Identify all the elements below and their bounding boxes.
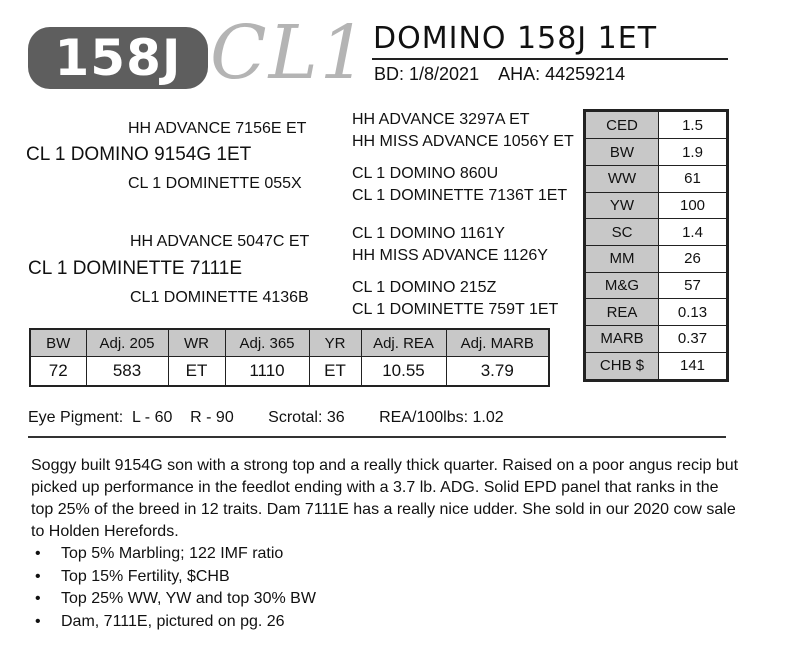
pedigree-ddd: CL 1 DOMINETTE 759T 1ET [352, 301, 559, 318]
performance-value-row [30, 357, 549, 387]
epd-label: REA [585, 299, 659, 326]
epd-label: MARB [585, 326, 659, 353]
epd-row [585, 165, 728, 192]
pedigree-dss: CL 1 DOMINO 1161Y [352, 225, 505, 242]
epd-table [583, 109, 729, 382]
epd-row [585, 192, 728, 219]
perf-header-cell: Adj. REA [361, 329, 446, 357]
highlights-list [31, 543, 316, 633]
list-item: • Top 5% Marbling; 122 IMF ratio [31, 543, 316, 566]
epd-value: 57 [659, 272, 728, 299]
epd-row [585, 219, 728, 246]
epd-value: 0.37 [659, 326, 728, 353]
perf-header-cell: Adj. 205 [86, 329, 168, 357]
section-divider [28, 436, 726, 438]
pedigree-sss: HH ADVANCE 3297A ET [352, 111, 530, 128]
performance-header-row [30, 329, 549, 357]
perf-value-cell: 10.55 [361, 357, 446, 387]
list-item: • Dam, 7111E, pictured on pg. 26 [31, 611, 316, 634]
epd-label: WW [585, 165, 659, 192]
epd-value: 61 [659, 165, 728, 192]
pedigree-dam-dam: CL1 DOMINETTE 4136B [130, 289, 309, 306]
epd-row [585, 245, 728, 272]
title-divider [372, 58, 728, 60]
brand-logo: CL1 [210, 10, 369, 96]
epd-row [585, 139, 728, 166]
perf-header-cell: Adj. MARB [446, 329, 549, 357]
perf-value-cell: 583 [86, 357, 168, 387]
perf-header-cell: YR [309, 329, 361, 357]
birth-date: BD: 1/8/2021 [374, 64, 480, 84]
epd-value: 0.13 [659, 299, 728, 326]
registration-number: AHA: 44259214 [498, 64, 626, 84]
epd-row [585, 272, 728, 299]
pedigree-dam: CL 1 DOMINETTE 7111E [28, 258, 242, 279]
perf-value-cell: 72 [30, 357, 86, 387]
perf-value-cell: 1110 [225, 357, 309, 387]
epd-row [585, 326, 728, 353]
epd-label: CHB $ [585, 352, 659, 380]
pedigree-ssd: HH MISS ADVANCE 1056Y ET [352, 133, 574, 150]
pedigree-dds: CL 1 DOMINO 215Z [352, 279, 497, 296]
perf-header-cell: BW [30, 329, 86, 357]
epd-row [585, 352, 728, 380]
pedigree-sds: CL 1 DOMINO 860U [352, 165, 499, 182]
epd-label: YW [585, 192, 659, 219]
animal-name: DOMINO 158J 1ET [373, 21, 658, 56]
epd-row [585, 111, 728, 139]
pedigree-dsd: HH MISS ADVANCE 1126Y [352, 247, 548, 264]
epd-value: 1.5 [659, 111, 728, 139]
epd-value: 26 [659, 245, 728, 272]
epd-label: SC [585, 219, 659, 246]
perf-value-cell: ET [168, 357, 225, 387]
epd-value: 1.9 [659, 139, 728, 166]
epd-label: BW [585, 139, 659, 166]
eye-pigment: Eye Pigment: L - 60 R - 90 [28, 409, 234, 426]
epd-label: CED [585, 111, 659, 139]
epd-value: 141 [659, 352, 728, 380]
carcass-stats [28, 409, 534, 427]
rea-per-100: REA/100lbs: 1.02 [379, 409, 504, 426]
perf-header-cell: Adj. 365 [225, 329, 309, 357]
animal-info [374, 63, 625, 85]
perf-value-cell: ET [309, 357, 361, 387]
lot-number: 158J [28, 27, 208, 89]
performance-table [29, 328, 550, 387]
list-item: • Top 15% Fertility, $CHB [31, 566, 316, 589]
pedigree-dam-sire: HH ADVANCE 5047C ET [130, 233, 310, 250]
pedigree-sdd: CL 1 DOMINETTE 7136T 1ET [352, 187, 568, 204]
description: Soggy built 9154G son with a strong top and a really thick quarter. Raised on a poor angus recip but picked up performance in the feedlot ending with a 3.7 lb. ADG. Solid EPD panel that ranks in the top 25% of the breed in 12 traits. Dam 7111E has a really nice udder. She sold in our 2020 cow sale to Holden Herefords. [31, 457, 739, 540]
perf-value-cell: 3.79 [446, 357, 549, 387]
list-item: • Top 25% WW, YW and top 30% BW [31, 588, 316, 611]
epd-label: MM [585, 245, 659, 272]
pedigree-sire-sire: HH ADVANCE 7156E ET [128, 120, 307, 137]
epd-value: 1.4 [659, 219, 728, 246]
scrotal: Scrotal: 36 [268, 409, 345, 426]
epd-label: M&G [585, 272, 659, 299]
pedigree-sire: CL 1 DOMINO 9154G 1ET [26, 144, 252, 165]
epd-row [585, 299, 728, 326]
pedigree-sire-dam: CL 1 DOMINETTE 055X [128, 175, 302, 192]
perf-header-cell: WR [168, 329, 225, 357]
epd-value: 100 [659, 192, 728, 219]
